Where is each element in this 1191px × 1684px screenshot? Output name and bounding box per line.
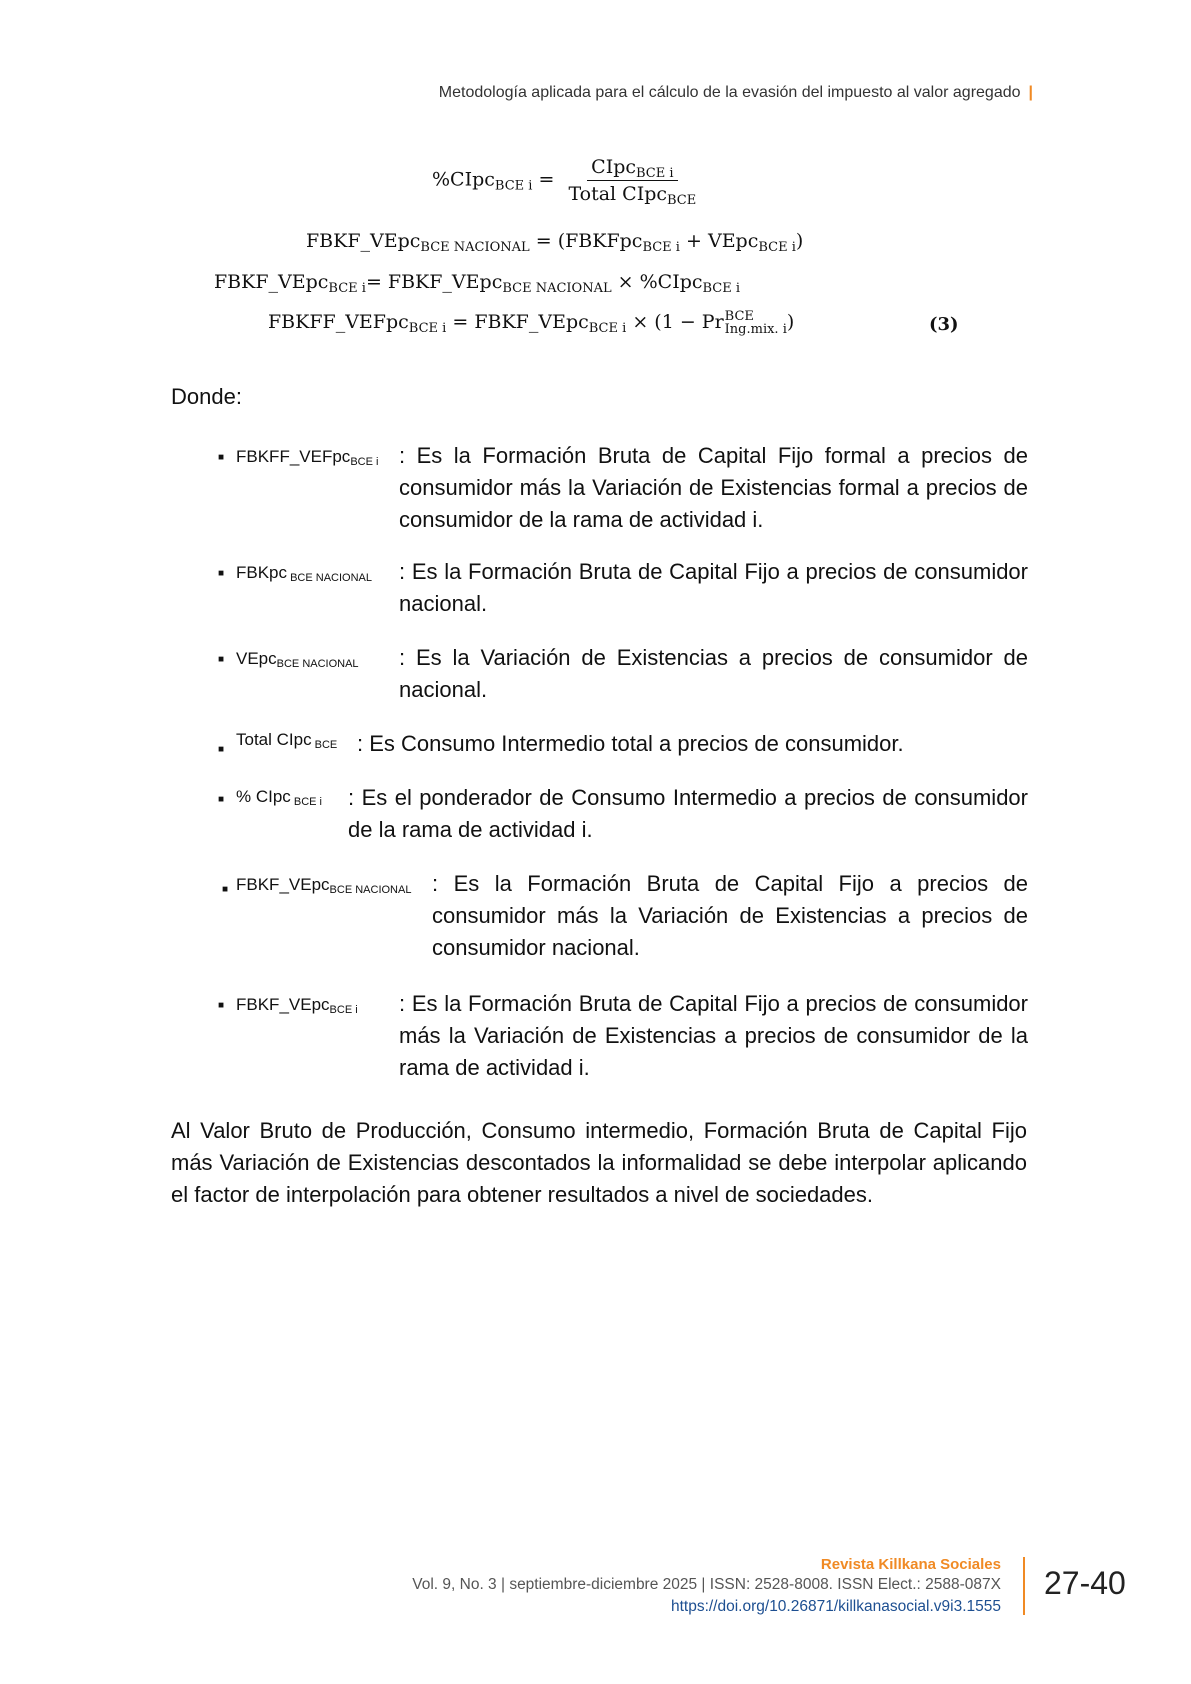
equation-2: FBKF_VEpc$_{BCE NACIONAL}$ = (FBKFpc$_{BCE i}$ + VEpc$_{BCE i}$) — [306, 230, 804, 255]
definition-term: FBKFF_VEFpc$_{BCE i}$ — [236, 447, 379, 468]
definition-text: : Es la Formación Bruta de Capital Fijo a precios de consumidor nacional. — [399, 559, 1028, 616]
definition-term: VEpc$_{BCE NACIONAL}$ — [236, 649, 359, 670]
footer-doi-link[interactable]: https://doi.org/10.26871/killkanasocial.v9i3.1555 — [670, 1598, 1001, 1615]
definition-item — [218, 728, 1028, 760]
definition-item — [218, 782, 1028, 846]
donde-label: Donde: — [171, 384, 242, 409]
definition-text: : Es la Formación Bruta de Capital Fijo formal a precios de consumidor más la Variación de Existencias formal a precios de consumidor de la rama de actividad i. — [399, 443, 1028, 532]
equation-number: (3) — [929, 314, 959, 335]
equation-3: FBKF_VEpc$_{BCE i}$= FBKF_VEpc$_{BCE NACIONAL}$ × %CIpc$_{BCE i}$ — [214, 271, 741, 296]
footer-divider — [1023, 1557, 1025, 1615]
footer-volume-issn: Vol. 9, No. 3 | septiembre-diciembre 2025 | ISSN: 2528-8008. ISSN Elect.: 2588-087X — [412, 1576, 1001, 1593]
definition-item — [218, 642, 1028, 706]
fraction: $\frac{CIpc_{BCE i}}{Total CIpc_{BCE}}$ — [568, 156, 697, 208]
definition-term: FBKF_VEpc$_{BCE i}$ — [236, 995, 358, 1016]
bullet-icon: ■ — [218, 744, 225, 755]
definition-term: Total CIpc $_{BCE}$ — [236, 730, 338, 751]
definition-item — [218, 440, 1028, 536]
definition-item — [222, 868, 1028, 964]
definition-term: % CIpc $_{BCE i}$ — [236, 787, 322, 808]
bullet-icon: ■ — [218, 794, 225, 805]
bullet-icon: ■ — [218, 452, 225, 463]
footer-journal-name: Revista Killkana Sociales — [820, 1556, 1001, 1573]
definition-text: : Es el ponderador de Consumo Intermedio a precios de consumidor de la rama de actividad i. — [348, 785, 1028, 842]
definition-text: : Es la Formación Bruta de Capital Fijo a precios de consumidor más la Variación de Existencias a precios de consumidor de la rama de actividad i. — [399, 991, 1028, 1080]
definition-item — [218, 988, 1028, 1084]
running-header — [439, 84, 1033, 102]
definition-text: : Es Consumo Intermedio total a precios de consumidor. — [357, 731, 904, 756]
page-range: 27-40 — [1044, 1565, 1126, 1601]
definition-term: FBKpc $_{BCE NACIONAL}$ — [236, 563, 372, 584]
bullet-icon: ■ — [218, 654, 225, 665]
definition-text: : Es la Formación Bruta de Capital Fijo a precios de consumidor más la Variación de Existencias a precios de consumidor nacional. — [432, 871, 1028, 960]
closing-paragraph: Al Valor Bruto de Producción, Consumo intermedio, Formación Bruta de Capital Fijo más Variación de Existencias descontados la informalidad se debe interpolar aplicando el factor de interpolación para obtener resultados a nivel de sociedades. — [171, 1118, 1027, 1207]
definition-text: : Es la Variación de Existencias a precios de consumidor de nacional. — [399, 645, 1028, 702]
bullet-icon: ■ — [218, 1000, 225, 1011]
bullet-icon: ■ — [222, 884, 229, 895]
definition-item — [218, 556, 1028, 620]
header-separator: | — [1028, 84, 1033, 101]
equation-4: FBKFF_VEFpc$_{BCE i}$ = FBKF_VEpc$_{BCE i}$ × (1 − Pr BCE Ing.mix. i ) — [268, 309, 795, 337]
bullet-icon: ■ — [218, 568, 225, 579]
equation-1: %CIpc$_{BCE i}$ = $\frac{CIpc_{BCE i}}{Total CIpc_{BCE}}$ — [432, 156, 700, 205]
running-title: Metodología aplicada para el cálculo de la evasión del impuesto al valor agregado — [438, 84, 1021, 101]
definition-term: FBKF_VEpc$_{BCE NACIONAL}$ — [236, 875, 412, 896]
